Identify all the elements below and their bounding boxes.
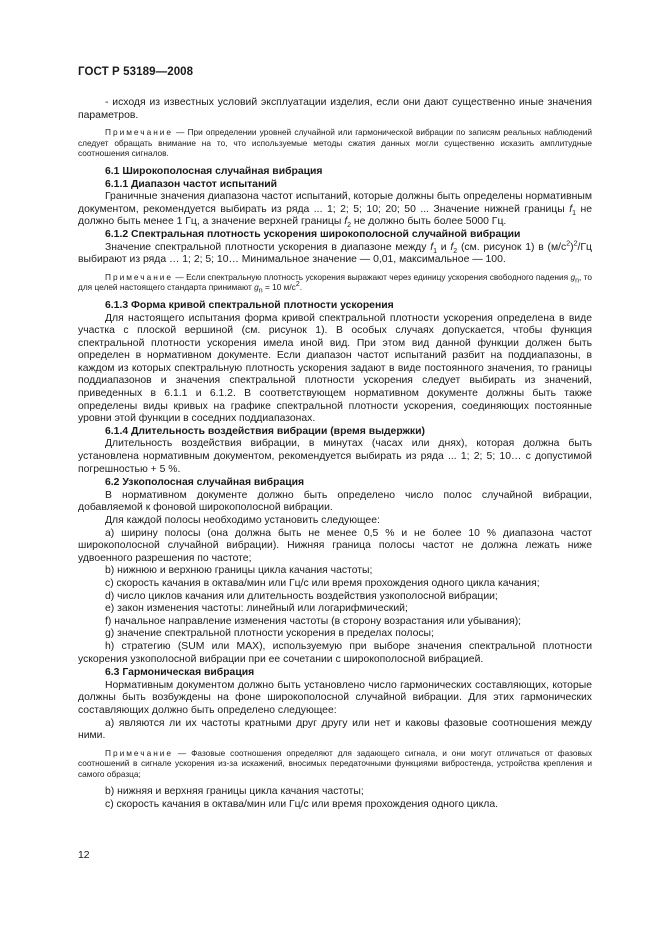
- section-6-1-1-heading: 6.1.1 Диапазон частот испытаний: [105, 178, 278, 190]
- symbol-f2: f: [344, 216, 348, 228]
- section-6-1-4-heading: 6.1.4 Длительность воздействия вибрации (время выдержки): [105, 425, 425, 437]
- paragraph-6-2-a: В нормативном документе должно быть определено число полос случайной вибрации, добавляемой к фоновой широкополосной вибрации.: [78, 489, 592, 514]
- paragraph-6-1-2-part-d: /Гц выбирают из ряда … 1; 2; 5; 10… Минимальное значение — 0,01, максимальное — 100.: [78, 241, 592, 266]
- list-item: g) значение спектральной плотности ускорения в пределах полосы;: [105, 628, 434, 640]
- list-item: e) закон изменения частоты: линейный или логарифмический;: [105, 603, 408, 615]
- unit-superscript: 2: [566, 240, 571, 248]
- symbol-f1-subscript: 1: [572, 209, 576, 217]
- list-item: b) нижнюю и верхнюю границы цикла качания частоты;: [105, 565, 373, 577]
- symbol-g-subscript: n: [575, 277, 579, 285]
- note-1-text: — При определении уровней случайной или гармонической вибрации по записям реальных наблюдений следует обращать внимание на то, что используемые методы сжатия данных могли существенно исказить амплитудные соотношения сигналов.: [78, 127, 592, 159]
- page-content: [78, 97, 592, 812]
- paragraph-6-1-2-part-c: ): [570, 241, 574, 253]
- note-label: Примечание: [105, 747, 174, 758]
- paragraph-6-1-3: Для настоящего испытания форма кривой спектральной плотности ускорения определена в виде участка с плоской вершиной (см. рисунок 1). В особых случаях допускается, чтобы функция спектральной плотности ускорения имела иной вид. При этом вид данной функции должен быть определен в нормативном документе. Если диапазон частот испытаний разбит на поддиапазоны, в каждом из которых спектральную плотность ускорения задают в виде постоянного значения, то границы поддиапазонов и значения спектральной плотности ускорения следует выбирать из значений, приведенных в 6.1.1 и 6.1.2. В соответствующем нормативном документе должны быть также определены виды кривых на графике спектральной плотности ускорения, соединяющих постоянные уровни этой функции в соседних поддиапазонах.: [78, 312, 592, 425]
- section-6-1-heading: 6.1 Широкополосная случайная вибрация: [105, 165, 323, 177]
- note-1: [78, 127, 592, 159]
- symbol-f1: f: [430, 241, 434, 253]
- intro-paragraph: - исходя из известных условий эксплуатации изделия, если они дают существенно иные значения параметров.: [78, 97, 592, 121]
- paragraph-6-1-1-part-a: Граничные значения диапазона частот испытаний, которые должны быть определены нормативным документом, рекомендуется выбирать из ряда ... 1; 2; 5; 10; 20; 50 ... Значение нижней границы: [78, 191, 592, 215]
- note-label: Примечание: [105, 127, 174, 138]
- section-6-1-3-heading: 6.1.3 Форма кривой спектральной плотности ускорения: [105, 299, 394, 311]
- section-6-1-2-heading: 6.1.2 Спектральная плотность ускорения широкополосной случайной вибрации: [105, 228, 521, 240]
- list-item: а) ширину полосы (она должна быть не менее 0,5 % и не более 10 % диапазона частот широкополосной случайной вибрации). Нижняя граница полосы частот не должна лежать ниже удвоенного разрешения по частоте;: [78, 527, 592, 564]
- section-6-2-heading: 6.2 Узкополосная случайная вибрация: [105, 477, 305, 489]
- list-item: c) скорость качания в октава/мин или Гц/с или время прохождения одного цикла.: [105, 799, 499, 811]
- note-label: Примечание: [105, 271, 174, 282]
- symbol-f1: f: [569, 203, 573, 215]
- note-3: [78, 748, 592, 780]
- note-2: [78, 272, 592, 293]
- note-2-part-d: .: [299, 282, 303, 293]
- paragraph-6-1-2: [78, 242, 592, 267]
- list-item: c) скорость качания в октава/мин или Гц/с или время прохождения одного цикла качания;: [105, 577, 540, 589]
- document-header: ГОСТ Р 53189—2008: [78, 66, 194, 78]
- list-item: d) число циклов качания или длительность воздействия узкополосной вибрации;: [105, 590, 498, 602]
- note-2-part-a: — Если спектральную плотность ускорения выражают через единицу ускорения свободного падения: [173, 271, 571, 282]
- paragraph-6-2-b: Для каждой полосы необходимо установить следующее:: [105, 515, 380, 526]
- paragraph-6-3: Нормативным документом должно быть установлено число гармонических составляющих, которые должны быть возбуждены на фоне широкополосной случайной вибрации. Для этих гармонических составляющих должно быть определено следующее:: [78, 679, 592, 716]
- paragraph-6-1-2-part-a: Значение спектральной плотности ускорения в диапазоне между: [105, 241, 431, 253]
- list-item: h) стратегию (SUM или MAX), используемую при выборе значения спектральной плотности ускорения узкополосной вибрации при ее сочетании с широкополосной вибрацией.: [78, 640, 592, 665]
- list-item: а) являются ли их частоты кратными друг другу или нет и каковы фазовые соотношения между ними.: [78, 717, 592, 742]
- section-6-3-heading: 6.3 Гармоническая вибрация: [105, 667, 255, 679]
- symbol-f1-subscript: 1: [433, 247, 437, 255]
- paragraph-6-1-2-part-b: (см. рисунок 1) в (м/с: [457, 241, 567, 253]
- paragraph-6-1-4: Длительность воздействия вибрации, в минутах (часах или днях), которая должна быть установлена нормативным документом, рекомендуется выбирать из ряда ... 1; 2; 5; 10… с допустимой погрешностью + 5 %.: [78, 438, 592, 475]
- page-number: 12: [78, 850, 90, 861]
- paragraph-6-1-1-part-b: не должно быть менее 1 Гц, а значение верхней границы: [78, 203, 592, 228]
- list-item: b) нижняя и верхняя границы цикла качания частоты;: [105, 786, 364, 798]
- symbol-g: g: [570, 271, 576, 282]
- list-item: f) начальное направление изменения частоты (в сторону возрастания или убывания);: [105, 615, 522, 627]
- symbol-f2-subscript: 2: [347, 222, 351, 230]
- symbol-f2: f: [450, 241, 454, 253]
- paragraph-6-1-1: [78, 191, 592, 229]
- unit-superscript: 2: [295, 281, 300, 289]
- symbol-g: g: [254, 282, 259, 293]
- note-2-part-c: = 10 м/с: [262, 282, 296, 293]
- paragraph-6-1-1-part-c: не должно быть более 5000 Гц.: [351, 216, 507, 228]
- note-3-text: — Фазовые соотношения определяют для задающего сигнала, и они могут отличаться от фазовых соотношений в сигнале ускорения из-за искажений, вносимых передаточными функциями вибростенда, устройства крепления и самого образца;: [78, 747, 592, 779]
- note-2-part-b: , то для целей настоящего стандарта принимают: [78, 271, 592, 293]
- paragraph-6-1-2-and: и: [436, 241, 451, 253]
- symbol-f2-subscript: 2: [453, 247, 458, 255]
- unit-superscript: 2: [573, 240, 578, 248]
- symbol-g-subscript: n: [258, 287, 263, 295]
